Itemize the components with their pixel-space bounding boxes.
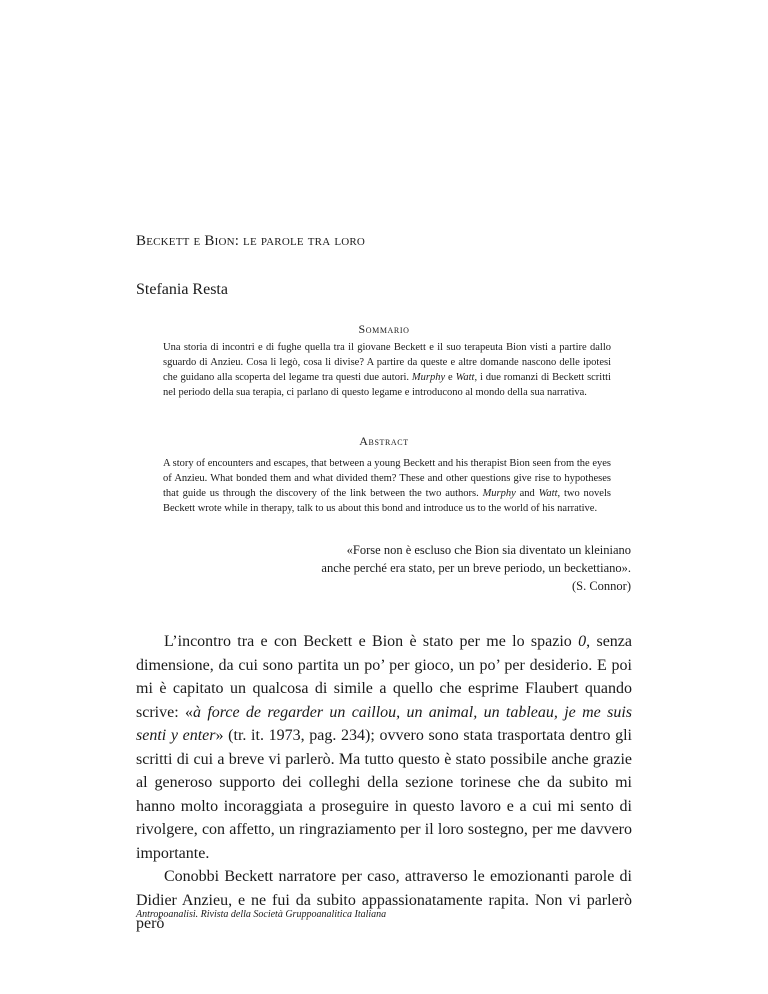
sommario-text: Una storia di incontri e di fughe quella tra il giovane Beckett e il suo terapeuta Bion visti a partire dallo sguardo di Anzieu. Cosa li legò, cosa li divise? A partire da queste e altre domande nascono delle ipotesi che guidano alla scoperta del legame tra questi due autori. Murphy e Watt, i due romanzi di Beckett scritti nel periodo della sua terapia, ci parlano di questo legame e introducono al mondo della sua narrativa. [163,342,611,398]
abstract-text: A story of encounters and escapes, that between a young Beckett and his therapist Bion seen from the eyes of Anzieu. What bonded them and what divided them? These and other questions give rise to hypotheses that guide us through the discovery of the link between the two authors. Murphy and Watt, two novels Beckett wrote while in therapy, talk to us about this bond and introduce us to the world of his narrative. [163,458,611,514]
epigraph-source: (S. Connor) [571,579,631,593]
epigraph [211,541,631,595]
body-paragraph: L’incontro tra e con Beckett e Bion è stato per me lo spazio 0, senza dimensione, da cui sono partita un po’ per gioco, un po’ per desiderio. E poi mi è capitato un qualcosa di simile a quello che esprime Flaubert quando scrive: «à force de regarder un caillou, un animal, un tableau, je me suis senti y enter» (tr. it. 1973, pag. 234); ovvero sono stata trasportata dentro gli scritti di cui a breve vi parlerò. Ma tutto questo è stato possibile anche grazie al generoso supporto dei colleghi della sezione torinese che da subito mi hanno molto incoraggiata a proseguire in questo lavoro e a cui mi sento di rivolgere, con affetto, un ringraziamento per il loro sostegno, per me davvero importante. [136,633,633,862]
abstract-heading: Abstract [359,434,409,448]
epigraph-line: «Forse non è escluso che Bion sia diventato un kleiniano [346,543,631,557]
epigraph-line: anche perché era stato, per un breve periodo, un beckettiano». [321,561,631,575]
author-name: Stefania Resta [136,281,228,298]
article-body [136,630,632,936]
sommario-heading: Sommario [358,322,410,336]
article-title: Beckett e Bion: le parole tra loro [136,233,366,249]
body-paragraph: Conobbi Beckett narratore per caso, attraverso le emozionanti parole di Didier Anzieu, e ne fui da subito appassionatamente rapita. Non vi parlerò però [136,868,632,932]
journal-footer: Antropoanalisi. Rivista della Società Gruppoanalitica Italiana [136,909,387,920]
